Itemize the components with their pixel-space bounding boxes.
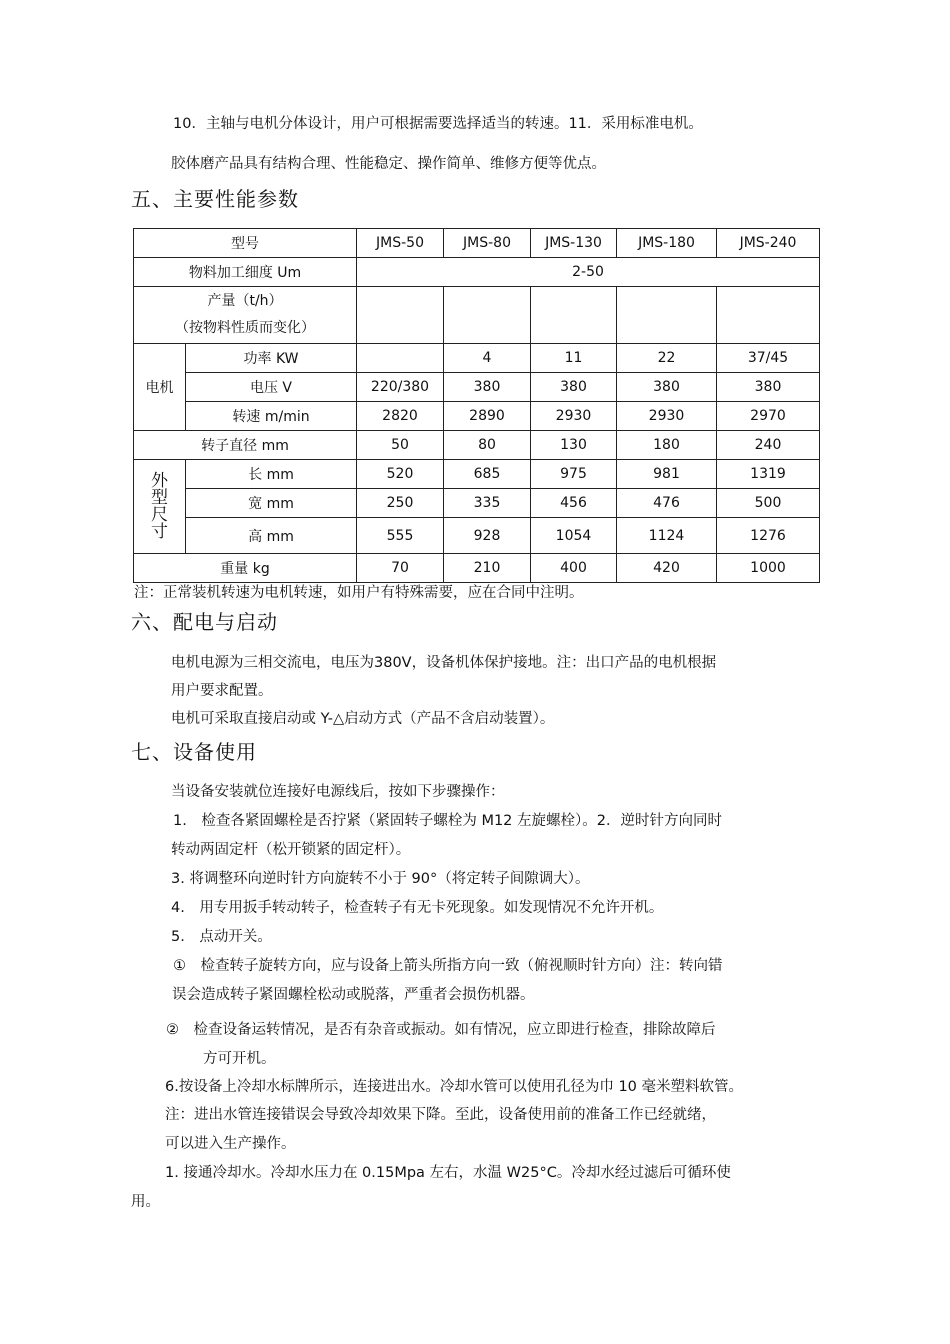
width-value: 500 (717, 489, 820, 518)
length-value: 685 (444, 460, 531, 489)
usage-check-1-line-1: ① 检查转子旋转方向，应与设备上箭头所指方向一致（俯视顺时针方向）注：转向错 (173, 958, 723, 974)
width-value: 476 (617, 489, 717, 518)
power-label: 功率 KW (186, 344, 357, 373)
rotor-value: 80 (444, 431, 531, 460)
usage-check-2-line-1: ② 检查设备运转情况，是否有杂音或振动。如有情况，应立即进行检查，排除故障后 (166, 1022, 716, 1038)
output-label-line-2: （按物料性质而变化） (175, 320, 315, 336)
speed-value: 2820 (357, 402, 444, 431)
power-paragraph-1-line-2: 用户要求配置。 (171, 683, 273, 699)
voltage-label: 电压 V (186, 373, 357, 402)
width-value: 250 (357, 489, 444, 518)
output-label (134, 287, 357, 344)
model-name: JMS-50 (357, 229, 444, 258)
power-paragraph-2: 电机可采取直接启动或 Y-△启动方式（产品不含启动装置）。 (171, 711, 555, 727)
model-name: JMS-80 (444, 229, 531, 258)
table-note: 注：正常装机转速为电机转速，如用户有特殊需要，应在合同中注明。 (134, 585, 584, 601)
output-cell (617, 287, 717, 344)
length-value: 1319 (717, 460, 820, 489)
weight-label: 重量 kg (134, 554, 357, 583)
height-label: 高 mm (186, 518, 357, 554)
height-value: 928 (444, 518, 531, 554)
table-row-voltage (134, 373, 820, 402)
output-cell (717, 287, 820, 344)
voltage-value: 380 (617, 373, 717, 402)
voltage-value: 380 (531, 373, 617, 402)
usage-step-1-line-1: 1. 检查各紧固螺栓是否拧紧（紧固转子螺栓为 M12 左旋螺栓）。2．逆时针方向同时 (173, 813, 722, 829)
fineness-value: 2-50 (357, 258, 820, 287)
length-value: 981 (617, 460, 717, 489)
table-row-speed (134, 402, 820, 431)
voltage-value: 380 (717, 373, 820, 402)
output-cell (357, 287, 444, 344)
section-7-heading: 七、设备使用 (131, 740, 257, 764)
width-value: 456 (531, 489, 617, 518)
section-5-heading: 五、主要性能参数 (131, 187, 299, 211)
output-cell (531, 287, 617, 344)
rotor-label: 转子直径 mm (134, 431, 357, 460)
length-value: 520 (357, 460, 444, 489)
power-value (357, 344, 444, 373)
speed-value: 2930 (617, 402, 717, 431)
height-value: 1276 (717, 518, 820, 554)
table-row-weight (134, 554, 820, 583)
voltage-value: 380 (444, 373, 531, 402)
speed-value: 2930 (531, 402, 617, 431)
model-name: JMS-130 (531, 229, 617, 258)
performance-table (133, 228, 820, 583)
model-header: 型号 (134, 229, 357, 258)
weight-value: 70 (357, 554, 444, 583)
usage-note-line-1: 注：进出水管连接错误会导致冷却效果下降。至此，设备使用前的准备工作已经就绪， (165, 1107, 716, 1123)
height-value: 1054 (531, 518, 617, 554)
usage-check-1-line-2: 误会造成转子紧固螺栓松动或脱落，严重者会损伤机器。 (172, 987, 535, 1003)
motor-group-label: 电机 (134, 344, 186, 431)
usage-step-3: 3. 将调整环向逆时针方向旋转不小于 90°（将定转子间隙调大）。 (171, 871, 590, 887)
weight-value: 210 (444, 554, 531, 583)
dims-group-label (134, 460, 186, 554)
table-row-width (134, 489, 820, 518)
table-row-fineness (134, 258, 820, 287)
model-name: JMS-180 (617, 229, 717, 258)
model-name: JMS-240 (717, 229, 820, 258)
power-value: 11 (531, 344, 617, 373)
cooling-water-line-2: 用。 (131, 1194, 160, 1210)
table-row-header (134, 229, 820, 258)
usage-step-6: 6.按设备上冷却水标牌所示，连接进出水。冷却水管可以使用孔径为巾 10 毫米塑料软管。 (165, 1079, 743, 1095)
table-row-length (134, 460, 820, 489)
usage-note-line-2: 可以进入生产操作。 (165, 1136, 296, 1152)
height-value: 1124 (617, 518, 717, 554)
rotor-value: 130 (531, 431, 617, 460)
output-label-line-1: 产量（t/h） (207, 293, 283, 309)
output-cell (444, 287, 531, 344)
height-value: 555 (357, 518, 444, 554)
rotor-value: 180 (617, 431, 717, 460)
intro-line-1: 10．主轴与电机分体设计，用户可根据需要选择适当的转速。11．采用标准电机。 (173, 116, 703, 132)
weight-value: 400 (531, 554, 617, 583)
table-row-height (134, 518, 820, 554)
power-paragraph-1-line-1: 电机电源为三相交流电，电压为380V，设备机体保护接地。注：出口产品的电机根据 (171, 655, 717, 671)
power-value: 22 (617, 344, 717, 373)
intro-line-2: 胶体磨产品具有结构合理、性能稳定、操作简单、维修方便等优点。 (171, 156, 606, 172)
width-value: 335 (444, 489, 531, 518)
usage-intro: 当设备安装就位连接好电源线后，按如下步骤操作： (171, 784, 505, 800)
rotor-value: 240 (717, 431, 820, 460)
usage-step-1-line-2: 转动两固定杆（松开锁紧的固定杆）。 (171, 842, 411, 858)
length-label: 长 mm (186, 460, 357, 489)
cooling-water-line-1: 1. 接通冷却水。冷却水压力在 0.15Mpa 左右，水温 W25°C。冷却水经过滤后可循环使 (165, 1165, 731, 1181)
table-row-power (134, 344, 820, 373)
power-value: 37/45 (717, 344, 820, 373)
weight-value: 1000 (717, 554, 820, 583)
fineness-label: 物料加工细度 Um (134, 258, 357, 287)
rotor-value: 50 (357, 431, 444, 460)
width-label: 宽 mm (186, 489, 357, 518)
table-row-rotor (134, 431, 820, 460)
speed-value: 2890 (444, 402, 531, 431)
speed-value: 2970 (717, 402, 820, 431)
power-value: 4 (444, 344, 531, 373)
weight-value: 420 (617, 554, 717, 583)
speed-label: 转速 m/min (186, 402, 357, 431)
voltage-value: 220/380 (357, 373, 444, 402)
table-row-output (134, 287, 820, 344)
dims-group-text: 外型尺寸 (151, 470, 168, 542)
length-value: 975 (531, 460, 617, 489)
usage-check-2-line-2: 方可开机。 (203, 1051, 276, 1067)
section-6-heading: 六、配电与启动 (131, 610, 278, 634)
usage-step-5: 5. 点动开关。 (171, 929, 272, 945)
usage-step-4: 4. 用专用扳手转动转子，检查转子有无卡死现象。如发现情况不允许开机。 (171, 900, 664, 916)
